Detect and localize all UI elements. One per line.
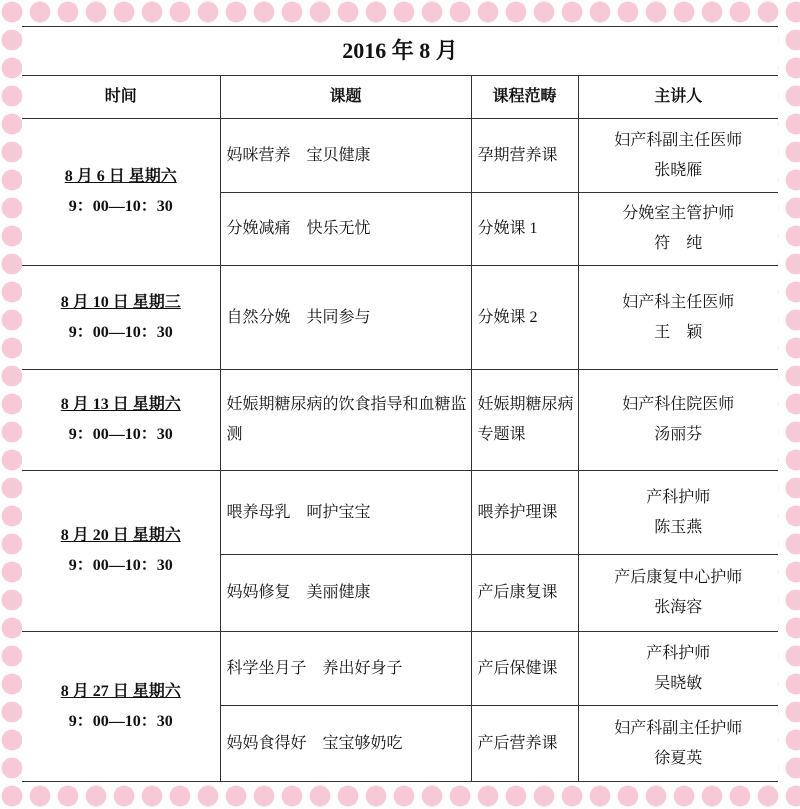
course-category: 孕期营养课 <box>471 119 578 193</box>
host-name: 吴晓敏 <box>654 674 703 692</box>
course-category: 喂养护理课 <box>471 471 578 555</box>
header-category: 课程范畴 <box>471 76 578 119</box>
host-name: 符 纯 <box>654 235 703 252</box>
course-host <box>578 193 778 266</box>
header-host: 主讲人 <box>578 76 778 119</box>
host-title: 产科护师 <box>646 644 711 662</box>
session-date: 8 月 6 日 星期六 <box>64 168 177 185</box>
host-title: 妇产科住院医师 <box>622 396 735 413</box>
host-title: 分娩室主管护师 <box>622 205 735 222</box>
session-time: 9：00—10：30 <box>68 426 173 443</box>
course-topic: 妊娠期糖尿病的饮食指导和血糖监测 <box>220 370 471 471</box>
header-topic: 课题 <box>220 76 471 119</box>
session-time-cell <box>22 266 220 370</box>
course-topic: 分娩减痛 快乐无忧 <box>220 193 471 266</box>
course-host <box>578 706 778 782</box>
table-row <box>22 471 778 555</box>
session-time-cell <box>22 370 220 471</box>
course-host <box>578 266 778 370</box>
session-date: 8 月 13 日 星期六 <box>60 396 181 413</box>
session-date: 8 月 27 日 星期六 <box>60 682 181 700</box>
course-category: 分娩课 2 <box>471 266 578 370</box>
session-time: 9：00—10：30 <box>68 557 173 574</box>
table-row <box>22 119 778 193</box>
host-name: 王 颖 <box>654 323 703 341</box>
course-category: 产后保健课 <box>471 632 578 706</box>
session-time: 9：00—10：30 <box>68 323 173 341</box>
host-title: 妇产科主任医师 <box>622 293 735 311</box>
header-row <box>22 76 778 119</box>
host-name: 汤丽芬 <box>654 426 703 443</box>
course-category: 产后营养课 <box>471 706 578 782</box>
schedule-title: 2016 年 8 月 <box>22 27 778 76</box>
course-topic: 自然分娩 共同参与 <box>220 266 471 370</box>
course-topic: 科学坐月子 养出好身子 <box>220 632 471 706</box>
table-row <box>22 266 778 370</box>
schedule-sheet <box>22 26 778 782</box>
course-category: 妊娠期糖尿病专题课 <box>471 370 578 471</box>
session-time-cell <box>22 632 220 782</box>
host-name: 徐夏英 <box>654 749 703 767</box>
host-name: 陈玉燕 <box>654 518 703 536</box>
host-title: 产后康复中心护师 <box>614 569 743 586</box>
session-time-cell <box>22 471 220 632</box>
course-topic: 妈妈食得好 宝宝够奶吃 <box>220 706 471 782</box>
host-name: 张海容 <box>654 599 703 616</box>
title-row <box>22 27 778 76</box>
course-host <box>578 632 778 706</box>
course-host <box>578 471 778 555</box>
session-date: 8 月 10 日 星期三 <box>60 293 181 311</box>
course-topic: 妈咪营养 宝贝健康 <box>220 119 471 193</box>
course-host <box>578 370 778 471</box>
course-category: 分娩课 1 <box>471 193 578 266</box>
course-host <box>578 555 778 632</box>
host-name: 张晓雁 <box>654 161 703 179</box>
schedule-table <box>22 26 778 782</box>
course-topic: 喂养母乳 呵护宝宝 <box>220 471 471 555</box>
host-title: 妇产科副主任医师 <box>614 131 743 149</box>
table-row <box>22 370 778 471</box>
table-row <box>22 632 778 706</box>
session-time: 9：00—10：30 <box>68 198 173 215</box>
course-host <box>578 119 778 193</box>
host-title: 产科护师 <box>646 488 711 506</box>
course-category: 产后康复课 <box>471 555 578 632</box>
course-topic: 妈妈修复 美丽健康 <box>220 555 471 632</box>
host-title: 妇产科副主任护师 <box>614 719 743 737</box>
header-time: 时间 <box>22 76 220 119</box>
session-time: 9：00—10：30 <box>68 712 173 730</box>
session-date: 8 月 20 日 星期六 <box>60 527 181 544</box>
session-time-cell <box>22 119 220 266</box>
